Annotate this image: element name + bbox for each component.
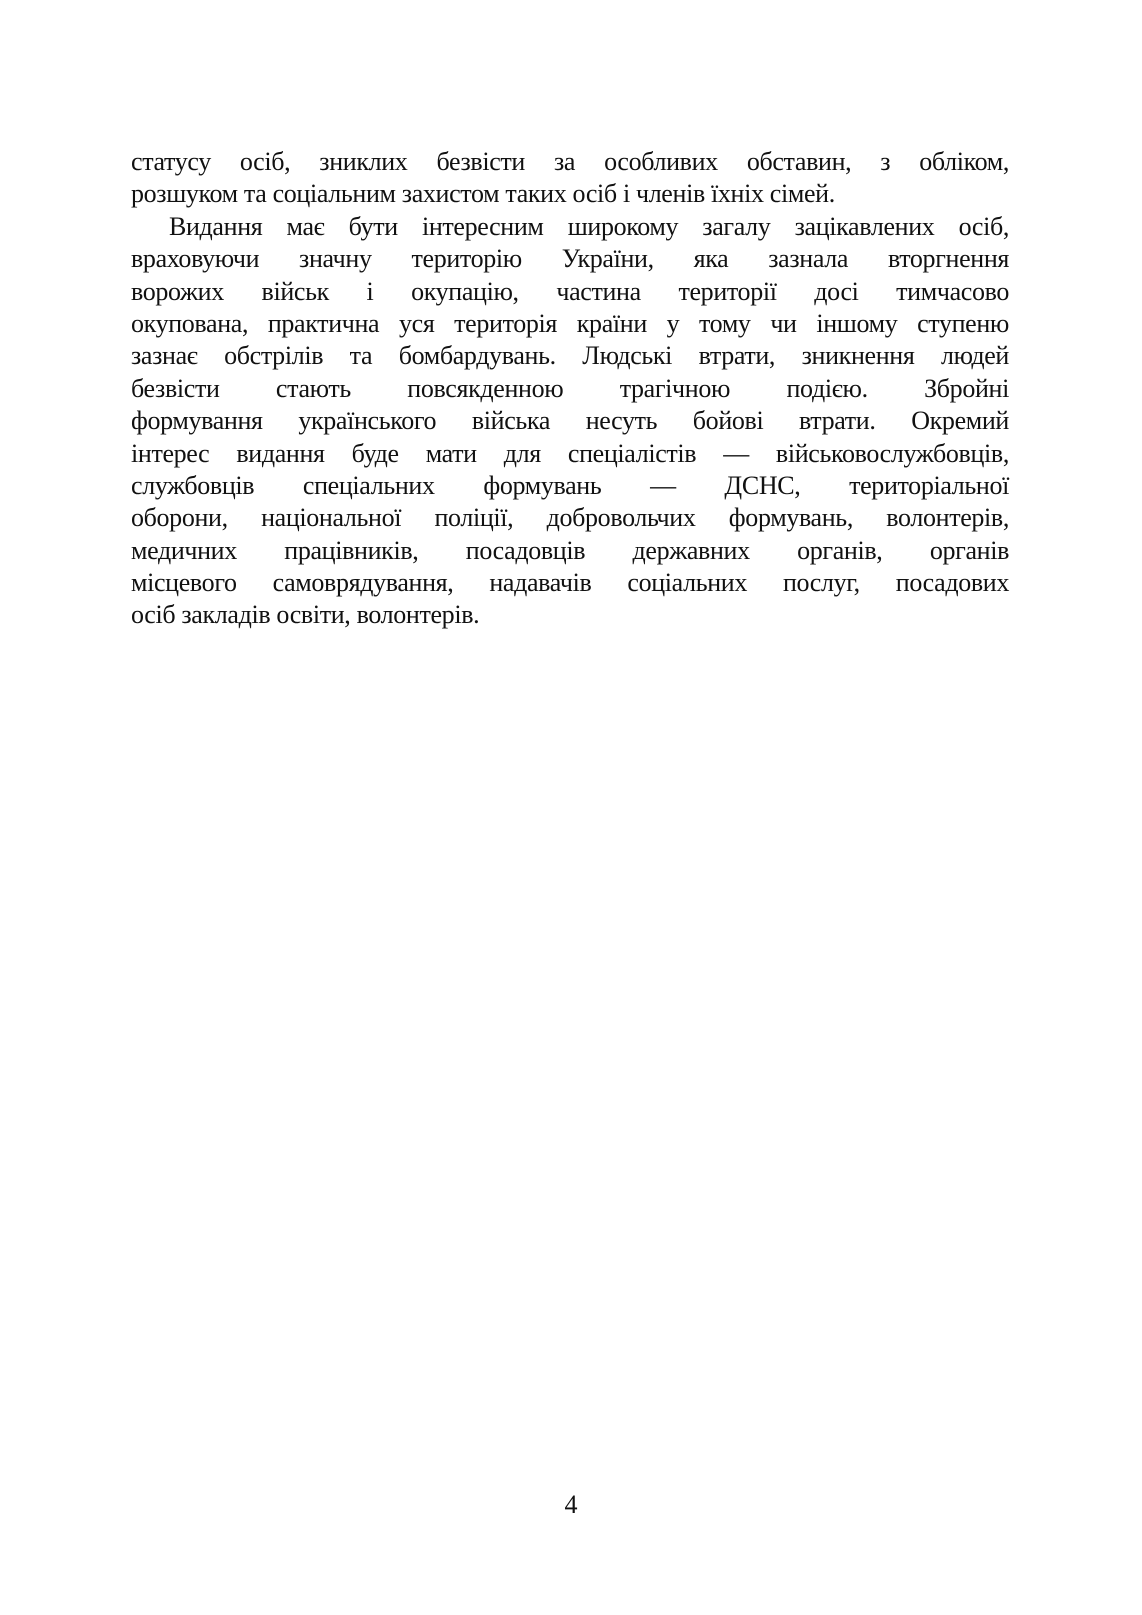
text-line: місцевого самоврядування, надавачів соціальних послуг, посадових: [131, 568, 1009, 598]
text-line: безвісти стають повсякденною трагічною подією. Збройні: [131, 373, 1009, 403]
text-line: формування українського війська несуть бойові втрати. Окремий: [131, 406, 1009, 436]
page-number: 4: [564, 1490, 578, 1519]
text-line: розшуком та соціальним захистом таких осіб і членів їхніх сімей.: [131, 179, 835, 209]
text-line: враховуючи значну територію України, яка зазнала вторгнення: [131, 244, 1009, 274]
body-text: [131, 146, 1009, 632]
text-line: інтерес видання буде мати для спеціалістів — військовослужбовців,: [131, 438, 1009, 468]
text-line: оборони, національної поліції, добровольчих формувань, волонтерів,: [131, 503, 1009, 533]
text-line: зазнає обстрілів та бомбардувань. Людські втрати, зникнення людей: [131, 341, 1009, 371]
text-line: статусу осіб, зниклих безвісти за особливих обставин, з обліком,: [131, 147, 1009, 176]
text-line: ворожих військ і окупацію, частина території досі тимчасово: [131, 276, 1009, 306]
text-line: осіб закладів освіти, волонтерів.: [131, 600, 480, 630]
text-line: медичних працівників, посадовців державних органів, органів: [131, 535, 1009, 565]
text-line: окупована, практична уся територія країни у тому чи іншому ступеню: [131, 308, 1009, 338]
text-line: Видання має бути інтересним широкому загалу зацікавлених осіб,: [169, 211, 1009, 241]
text-line: службовців спеціальних формувань — ДСНС, територіальної: [131, 470, 1009, 500]
